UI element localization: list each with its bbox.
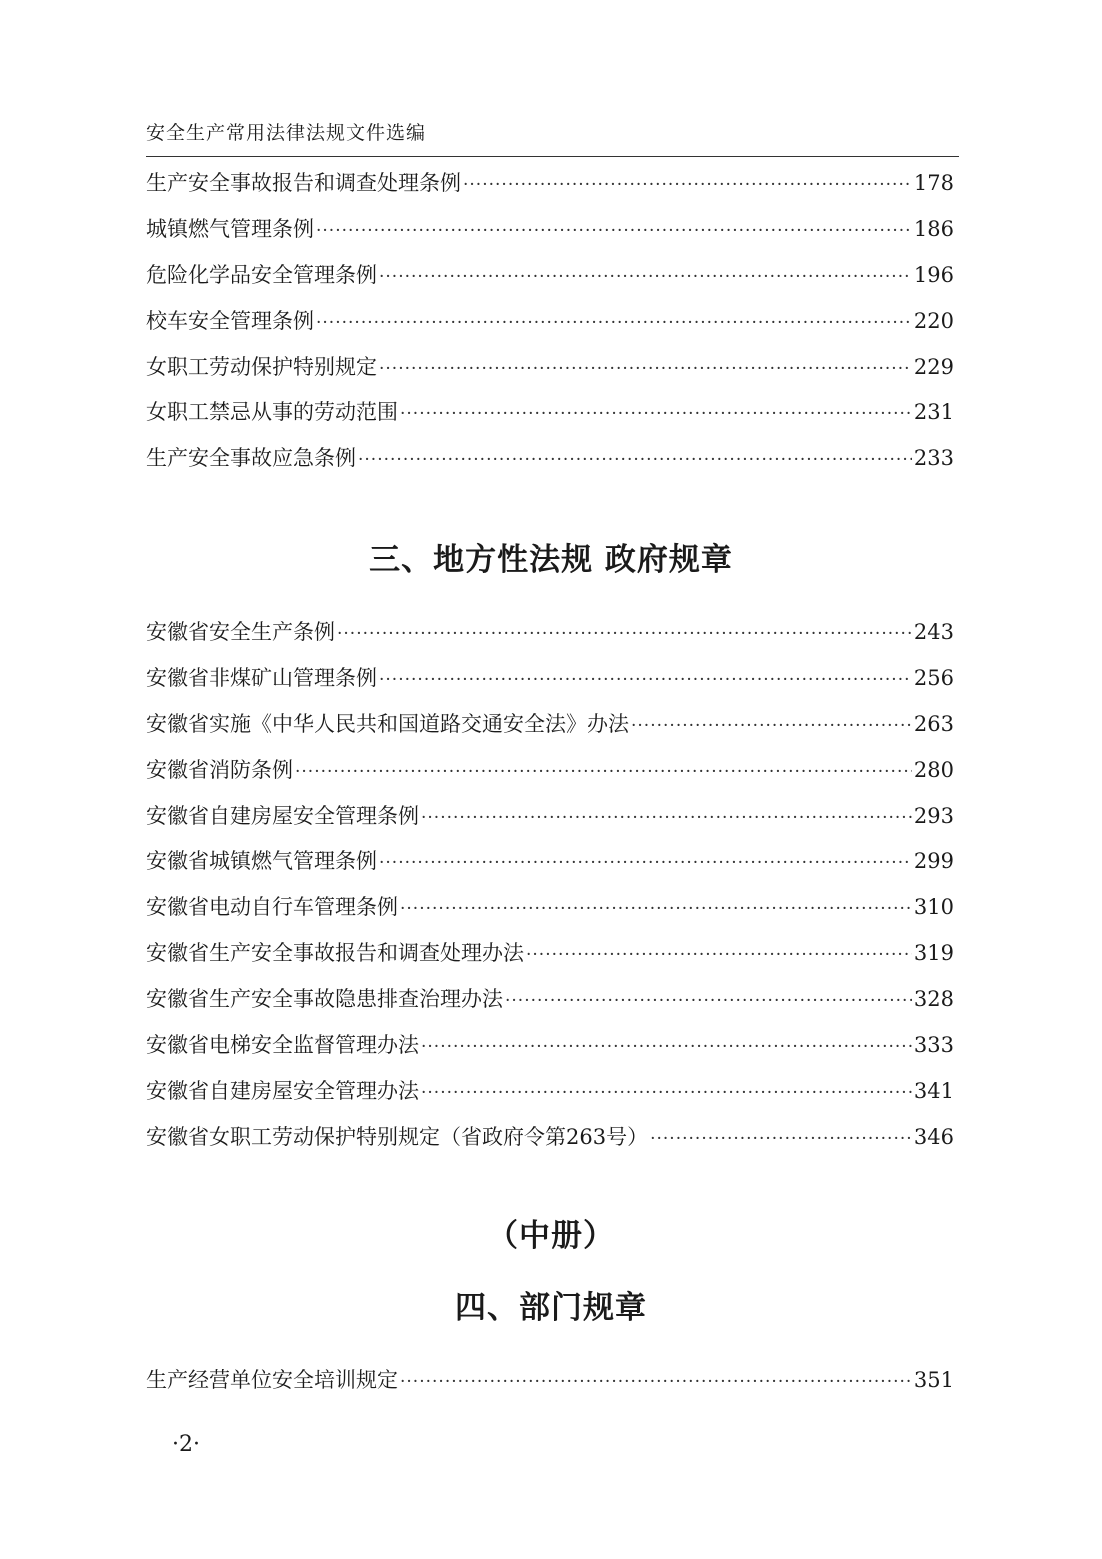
toc-entry-page: 333	[913, 1033, 954, 1058]
toc-entry	[146, 983, 954, 1029]
toc-entry	[146, 259, 954, 305]
toc-entry-page: 293	[913, 803, 954, 828]
toc-leader-dots	[650, 1129, 912, 1149]
toc-entry-page: 346	[913, 1124, 954, 1149]
toc-entry	[146, 708, 954, 754]
toc-entry-title: 安徽省自建房屋安全管理条例	[146, 803, 419, 828]
toc-entry	[146, 1121, 954, 1167]
toc-entry	[146, 845, 954, 891]
toc-entry-page: 319	[913, 941, 954, 966]
toc-entry-page: 310	[913, 895, 954, 920]
toc-entry-page: 243	[913, 620, 954, 644]
toc-group-administrative-regulations	[146, 167, 954, 488]
toc-entry-title: 安徽省电动自行车管理条例	[146, 895, 398, 920]
toc-leader-dots	[505, 991, 912, 1011]
toc-leader-dots	[421, 808, 912, 828]
toc-entry-title: 生产安全事故报告和调查处理条例	[146, 171, 461, 195]
toc-leader-dots	[316, 313, 912, 333]
toc-entry-page: 186	[913, 216, 954, 241]
toc-entry-title: 安徽省非煤矿山管理条例	[146, 665, 377, 690]
toc-entry	[146, 396, 954, 442]
toc-entry-page: 299	[913, 849, 954, 874]
toc-entry	[146, 351, 954, 397]
section-heading-department-rules: 四、部门规章	[455, 1290, 647, 1326]
toc-entry	[146, 616, 954, 662]
toc-entry-title: 安徽省安全生产条例	[146, 620, 335, 644]
toc-entry-page: 351	[913, 1368, 954, 1392]
toc-entry-title: 女职工劳动保护特别规定	[146, 354, 377, 379]
toc-entry	[146, 213, 954, 259]
toc-entry-title: 安徽省生产安全事故隐患排查治理办法	[146, 987, 503, 1012]
toc-entry	[146, 662, 954, 708]
toc-leader-dots	[463, 175, 912, 195]
volume-heading: （中册）	[487, 1218, 615, 1254]
toc-leader-dots	[400, 404, 912, 424]
toc-leader-dots	[421, 1083, 912, 1103]
header-rule	[146, 156, 959, 157]
toc-entry-page: 231	[913, 400, 954, 425]
toc-leader-dots	[379, 670, 912, 690]
toc-entry-page: 196	[913, 262, 954, 287]
toc-leader-dots	[421, 1037, 912, 1057]
toc-group-local-regulations	[146, 616, 954, 1167]
toc-leader-dots	[379, 359, 912, 379]
toc-entry-title: 城镇燃气管理条例	[146, 216, 314, 241]
toc-entry-page: 341	[913, 1078, 954, 1103]
toc-entry-page: 233	[913, 446, 954, 471]
toc-entry-title: 安徽省电梯安全监督管理办法	[146, 1033, 419, 1058]
toc-entry-title: 安徽省城镇燃气管理条例	[146, 849, 377, 874]
running-header: 安全生产常用法律法规文件选编	[146, 122, 427, 144]
toc-entry-page: 328	[913, 987, 954, 1012]
toc-entry	[146, 800, 954, 846]
toc-entry-page: 178	[913, 171, 954, 195]
toc-entry-page: 229	[913, 354, 954, 379]
toc-entry	[146, 937, 954, 983]
toc-leader-dots	[379, 853, 912, 873]
toc-entry-title: 校车安全管理条例	[146, 308, 314, 333]
toc-entry-title: 安徽省消防条例	[146, 757, 293, 782]
toc-entry-page: 263	[913, 711, 954, 736]
toc-group-department-rules	[146, 1364, 954, 1410]
toc-entry-title: 女职工禁忌从事的劳动范围	[146, 400, 398, 425]
toc-entry	[146, 754, 954, 800]
toc-entry-title: 生产安全事故应急条例	[146, 446, 356, 471]
toc-entry-title: 危险化学品安全管理条例	[146, 262, 377, 287]
toc-entry-title: 安徽省自建房屋安全管理办法	[146, 1078, 419, 1103]
toc-entry-page: 256	[913, 665, 954, 690]
toc-leader-dots	[316, 221, 912, 241]
toc-entry	[146, 1075, 954, 1121]
toc-entry	[146, 305, 954, 351]
toc-leader-dots	[295, 762, 912, 782]
toc-entry-title: 生产经营单位安全培训规定	[146, 1368, 398, 1392]
toc-leader-dots	[400, 1372, 912, 1392]
toc-leader-dots	[337, 624, 912, 644]
toc-leader-dots	[526, 945, 912, 965]
toc-entry-title: 安徽省女职工劳动保护特别规定（省政府令第263号）	[146, 1124, 649, 1149]
toc-entry	[146, 891, 954, 937]
toc-leader-dots	[631, 716, 912, 736]
toc-entry-page: 220	[913, 308, 954, 333]
section-heading-local-regulations: 三、地方性法规 政府规章	[369, 542, 733, 578]
toc-entry	[146, 1029, 954, 1075]
toc-entry-page: 280	[913, 757, 954, 782]
toc-leader-dots	[400, 899, 912, 919]
page-number: ·2·	[172, 1432, 200, 1457]
toc-leader-dots	[358, 450, 912, 470]
toc-entry	[146, 442, 954, 488]
toc-entry	[146, 167, 954, 213]
toc-entry-title: 安徽省生产安全事故报告和调查处理办法	[146, 941, 524, 966]
toc-entry	[146, 1364, 954, 1410]
toc-leader-dots	[379, 267, 912, 287]
toc-entry-title: 安徽省实施《中华人民共和国道路交通安全法》办法	[146, 711, 629, 736]
